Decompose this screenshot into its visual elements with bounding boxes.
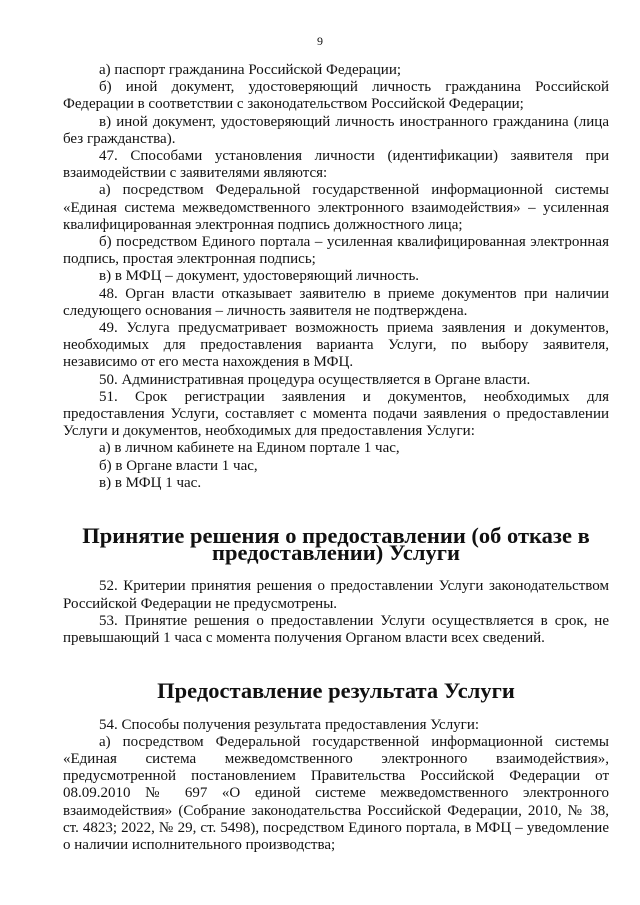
paragraph: 53. Принятие решения о предоставлении Услуги осуществляется в срок, не превышающий 1 часа с момента получения Органом власти всех сведений. xyxy=(63,612,609,647)
paragraph: 51. Срок регистрации заявления и документов, необходимых для предоставления Услуги, составляет с момента подачи заявления о предоставлении Услуги и документов, необходимых для предоставления Услуги: xyxy=(63,388,609,440)
section-heading: Предоставление результата Услуги xyxy=(157,678,515,704)
paragraph: б) посредством Единого портала – усиленная квалифицированная электронная подпись, простая электронная подпись; xyxy=(63,234,609,268)
section-spacer xyxy=(63,492,609,527)
paragraph: б) иной документ, удостоверяющий личность гражданина Российской Федерации в соответствии с законодательством Российской Федерации; xyxy=(63,79,609,113)
paragraph: в) в МФЦ – документ, удостоверяющий личность. xyxy=(99,268,420,285)
paragraph: 49. Услуга предусматривает возможность приема заявления и документов, необходимых для предоставления варианта Услуги, по выбору заявителя, независимо от его места нахождения в МФЦ. xyxy=(63,320,609,371)
paragraph: 54. Способы получения результата предоставления Услуги: xyxy=(99,716,480,733)
paragraph: 50. Административная процедура осуществляется в Органе власти. xyxy=(99,371,531,388)
paragraph: 47. Способами установления личности (идентификации) заявителя при взаимодействии с заявителями являются: xyxy=(63,148,609,182)
section-spacer xyxy=(63,647,609,682)
paragraph: б) в Органе власти 1 час, xyxy=(99,457,258,474)
paragraph: а) в личном кабинете на Едином портале 1 час, xyxy=(99,440,400,457)
paragraph: 52. Критерии принятия решения о предоставлении Услуги законодательством Российской Федерации не предусмотрены. xyxy=(63,578,609,612)
paragraph: в) иной документ, удостоверяющий личность иностранного гражданина (лица без гражданства). xyxy=(63,113,609,147)
paragraph: а) паспорт гражданина Российской Федерации; xyxy=(99,62,402,78)
page-number: 9 xyxy=(317,34,323,48)
paragraph: в) в МФЦ 1 час. xyxy=(99,474,202,491)
section-heading: Принятие решения о предоставлении (об отказе в предоставлении) Услуги xyxy=(82,523,590,566)
paragraph: а) посредством Федеральной государственной информационной системы «Единая система межведомственного электронного взаимодействия», предусмотренной постановлением Правительства Российской Федерации от 08.09.2010 № 697 «О единой системе межведомственного электронного взаимодействия» (Собрание законодательства Российской Федерации, 2010, № 38, ст. 4823; 2022, № 29, ст. 5498), посредством Единого портала, в МФЦ – уведомление о наличии исполнительного производства; xyxy=(63,733,609,853)
paragraph: 48. Орган власти отказывает заявителю в приеме документов при наличии следующего основания – личность заявителя не подтверждена. xyxy=(63,285,609,319)
paragraph: а) посредством Федеральной государственной информационной системы «Единая система межведомственного электронного взаимодействия» – усиленная квалифицированная электронная подпись должностного лица; xyxy=(63,182,609,233)
document-body xyxy=(63,62,609,854)
